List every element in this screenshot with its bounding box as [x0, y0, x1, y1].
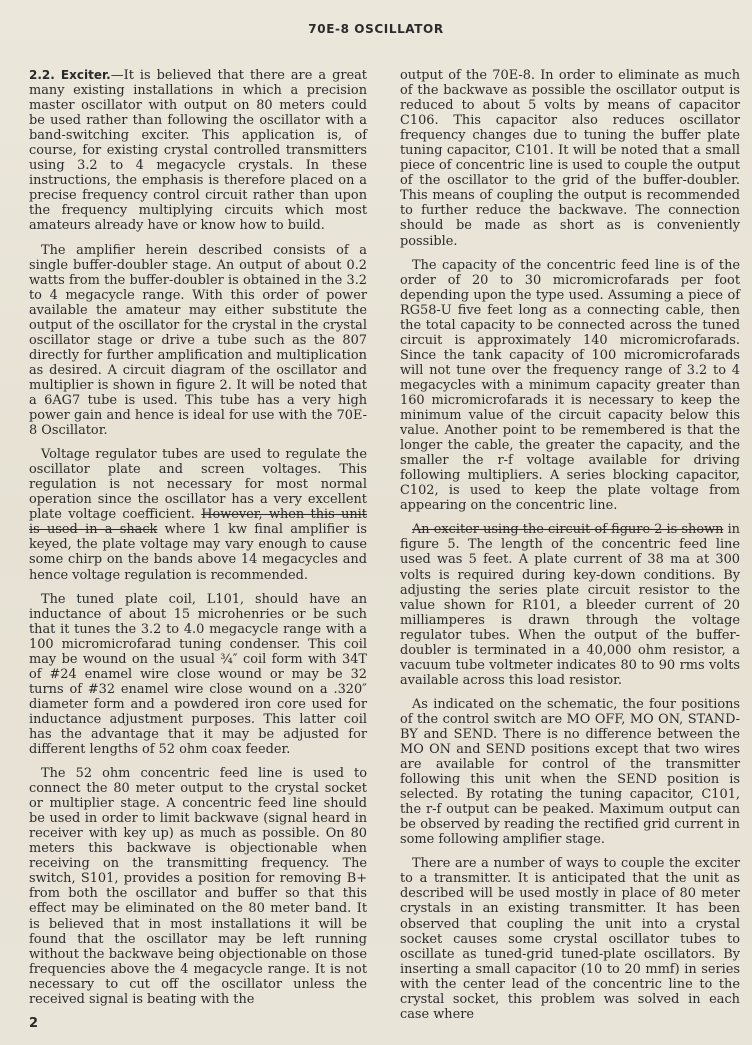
paragraph-voltage-regulator — [29, 447, 367, 582]
paragraph-text: in figure 5. The length of the concentric feed line used was 5 feet. A plate current of 38 ma at 300 volts is required during key-down conditions. By adjusting the series plate circuit resistor to the value shown for R101, a bleeder current of 20 milliamperes is drawn through the voltage regulator tubes. When the output of the buffer-doubler is terminated in a 40,000 ohm resistor, a vacuum tube voltmeter indicates 80 to 90 rms volts available across this load resistor. — [400, 522, 740, 688]
paragraph-text: Voltage regulator tubes are used to regulate the oscillator plate and screen voltages. This regulation is not necessary for most normal operation since the oscillator has a very excellent plate voltage coefficient. — [29, 447, 367, 523]
paragraph-feed-line: The 52 ohm concentric feed line is used to connect the 80 meter output to the crystal socket or multiplier stage. A concentric feed line should be used in order to limit backwave (signal heard in receiver with key up) as much as possible. On 80 meters this backwave is objectionable when receiving on the transmitting frequency. The switch, S101, provides a position for removing B+ from both the oscillator and buffer so that this effect may be eliminated on the 80 meter band. It is believed that in most installations it will be found that the oscillator may be left running without the backwave being objectionable on those frequencies above the 4 megacycle range. It is not necessary to cut off the oscillator unless the received signal is beating with the — [29, 766, 367, 1007]
paragraph-text: where 1 kw final amplifier is keyed, the plate voltage may vary enough to cause some chirp on the bands above 14 megacycles and hence voltage regulation is recommended. — [29, 522, 368, 583]
page-number: 2 — [29, 1016, 39, 1031]
paragraph-coupling: There are a number of ways to couple the exciter to a transmitter. It is anticipated that the unit as described will be used mostly in place of 80 meter crystals in an existing transmitter. It has been observed that coupling the unit into a crystal socket causes some crystal oscillator tubes to oscillate as tuned-grid tuned-plate oscillators. By inserting a small capacitor (10 to 20 mmf) in series with the center lead of the concentric line to the crystal socket, this problem was solved in each case where — [400, 856, 740, 1022]
running-header: 70E-8 OSCILLATOR — [308, 22, 444, 36]
paragraph-tuned-plate-coil: The tuned plate coil, L101, should have an inductance of about 15 microhenries or be such that it tunes the 3.2 to 4.0 megacycle range with a 100 micromicrofarad tuning condenser. This coil may be wound on the usual ¾″ coil form with 34T of #24 enamel wire close wound or may be 32 turns of #32 enamel wire close wound on a .320″ diameter form and a powdered iron core used for inductance adjustment purposes. This latter coil has the advantage that it may be adjusted for different lengths of 52 ohm coax feeder. — [29, 591, 367, 758]
struck-text: An exciter using the circuit of figure 2 is shown — [412, 522, 724, 538]
paragraph-control-switch: As indicated on the schematic, the four positions of the control switch are MO OFF, MO ON, STAND-BY and SEND. There is no difference between the MO ON and SEND positions except that two wires are available for control of the transmitter following this unit when the SEND position is selected. By rotating the tuning capacitor, C101, the r-f output can be peaked. Maximum output can be observed by reading the rectified grid current in some following amplifier stage. — [400, 696, 740, 848]
paragraph-exciter-figure — [400, 522, 740, 688]
paragraph-amplifier: The amplifier herein described consists of a single buffer-doubler stage. An output of about 0.2 watts from the buffer-doubler is obtained in the 3.2 to 4 megacycle range. With this order of power available the amateur may either substitute the output of the oscillator for the crystal in the crystal oscillator stage or drive a tube such as the 807 directly for further amplification and multiplication as desired. A circuit diagram of the oscillator and multiplier is shown in figure 2. It will be noted that a 6AG7 tube is used. This tube has a very high power gain and hence is ideal for use with the 70E-8 Oscillator. — [29, 242, 367, 439]
paragraph-text: —It is believed that there are a great many existing installations in which a precision master oscillator with output on 80 meters could be used rather than following the oscillator with a band-switching exciter. This application is, of course, for existing crystal controlled transmitters using 3.2 to 4 megacycle crystals. In these instructions, the emphasis is therefore placed on a precise frequency control circuit rather than upon the frequency multiplying circuits which most amateurs already have or know how to build. — [29, 68, 367, 234]
paragraph-exciter — [29, 68, 367, 234]
section-heading: 2.2. Exciter. — [29, 68, 111, 82]
struck-text: However, when this unit is used in a shack — [29, 507, 367, 538]
right-column — [400, 68, 740, 1031]
paragraph-continued: output of the 70E-8. In order to eliminate as much of the backwave as possible the oscillator output is reduced to about 5 volts by means of capacitor C106. This capacitor also reduces oscillator frequency changes due to tuning the buffer plate tuning capacitor, C101. It will be noted that a small piece of concentric line is used to couple the output of the oscillator to the grid of the buffer-doubler. This means of coupling the output is recommended to further reduce the backwave. The connection should be made as short as is conveniently possible. — [400, 68, 740, 249]
left-column — [29, 68, 367, 1016]
paragraph-capacity: The capacity of the concentric feed line is of the order of 20 to 30 micromicrofarads per foot depending upon the type used. Assuming a piece of RG58-U five feet long as a connecting cable, then the total capacity to be connected across the tuned circuit is approximately 140 micromicrofarads. Since the tank capacity of 100 micromicrofarads will not tune over the frequency range of 3.2 to 4 megacycles with a minimum capacity greater than 160 micromicrofarads it is necessary to keep the minimum value of the circuit capacity below this value. Another point to be remembered is that the longer the cable, the greater the capacity, and the smaller the r-f voltage available for driving following multipliers. A series blocking capacitor, C102, is used to keep the plate voltage from appearing on the concentric line. — [400, 257, 740, 514]
